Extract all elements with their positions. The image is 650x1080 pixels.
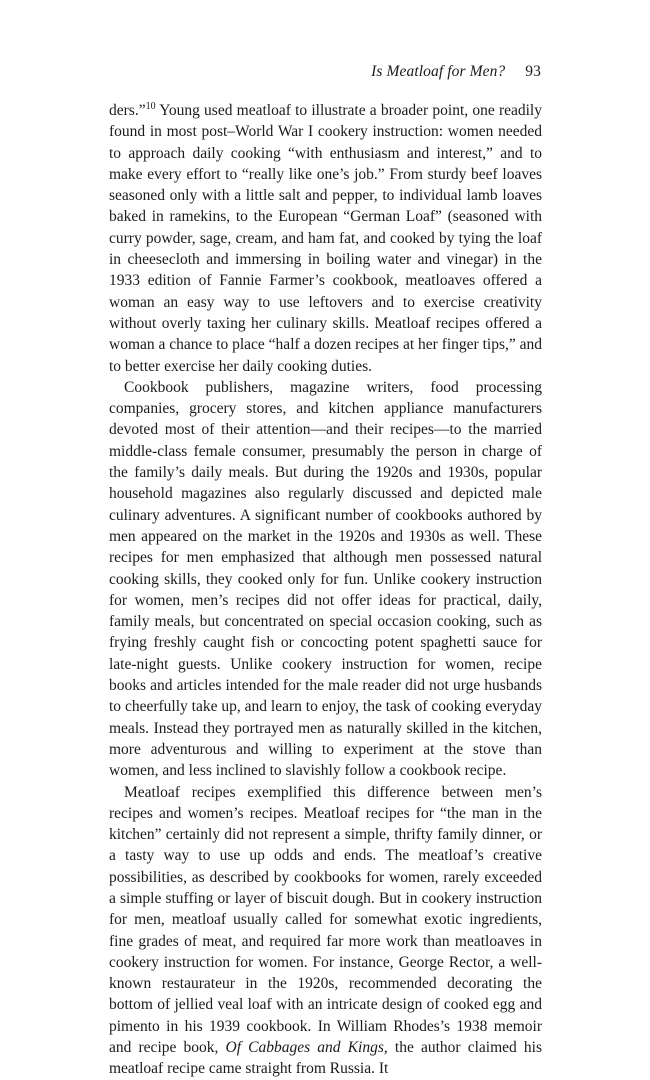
paragraph-text: Cookbook publishers, magazine writers, food processing companies, grocery stores, and kitchen appliance manufacturers devoted most of their attention—and their recipes—to the married middle-class female consumer, presumably the person in charge of the family’s daily meals. But during the 1920s and 1930s, popular household magazines also regularly discussed and depicted male culinary adventures. A significant number of cookbooks authored by men appeared on the market in the 1920s and 1930s as well. These recipes for men emphasized that although men possessed natural cooking skills, they cooked only for fun. Unlike cookery instruction for women, men’s recipes did not offer ideas for practical, daily, family meals, but concentrated on special occasion cooking, such as frying freshly caught fish or concocting potent spaghetti sauce for late-night guests. Unlike cookery instruction for women, recipe books and articles intended for the male reader did not urge husbands to cheerfully take up, and learn to enjoy, the task of cooking everyday meals. Instead they portrayed men as naturally skilled in the kitchen, more adventurous and willing to experiment at the stove than women, and less inclined to slavishly follow a cookbook recipe. xyxy=(109,378,542,780)
running-head xyxy=(371,63,541,81)
paragraph-text: Young used meatloaf to illustrate a broader point, one readily found in most post–World War I cookery instruction: women needed to approach daily cooking “with enthusiasm and interest,” and to make every effort to “really like one’s job.” From sturdy beef loaves seasoned only with a little salt and pepper, to individual lamb loaves baked in ramekins, to the European “German Loaf” (seasoned with curry powder, sage, cream, and ham fat, and cooked by tying the loaf in cheesecloth and immersing in boiling water and vinegar) in the 1933 edition of Fannie Farmer’s cookbook, meatloaves offered a woman an easy way to use leftovers and to exercise creativity without overly taxing her culinary skills. Meatloaf recipes offered a woman a chance to place “half a dozen recipes at her finger tips,” and to better exercise her daily cooking duties. xyxy=(109,102,542,375)
paragraph xyxy=(109,782,542,1080)
footnote-marker: 10 xyxy=(145,100,156,112)
paragraph-text: , the author claimed his meatloaf recipe came straight from Russia. It xyxy=(109,1039,542,1078)
page-number: 93 xyxy=(525,63,541,80)
paragraph xyxy=(109,377,542,782)
body-text xyxy=(109,100,542,1080)
book-title: Of Cabbages and Kings xyxy=(225,1039,384,1057)
running-head-title: Is Meatloaf for Men? xyxy=(371,63,506,80)
paragraph-continued xyxy=(109,100,542,377)
paragraph-text: ders.” xyxy=(109,102,146,119)
paragraph-text: Meatloaf recipes exemplified this difference between men’s recipes and women’s recipes. Meatloaf recipes for “the man in the kitchen” certainly did not represent a simple, thrifty family dinner, or a tasty way to use up odds and ends. The meatloaf’s creative possibilities, as described by cookbooks for women, rarely exceeded a simple stuffing or layer of biscuit dough. But in cookery instruction for men, meatloaf usually called for somewhat exotic ingredients, fine grades of meat, and required far more work than meatloaves in cookery instruction for women. For instance, George Rector, a well-known restaurateur in the 1920s, recommended decorating the bottom of jellied veal loaf with an intricate design of cooked egg and pimento in his 1939 cookbook. In William Rhodes’s 1938 memoir and recipe book, xyxy=(109,783,542,1057)
